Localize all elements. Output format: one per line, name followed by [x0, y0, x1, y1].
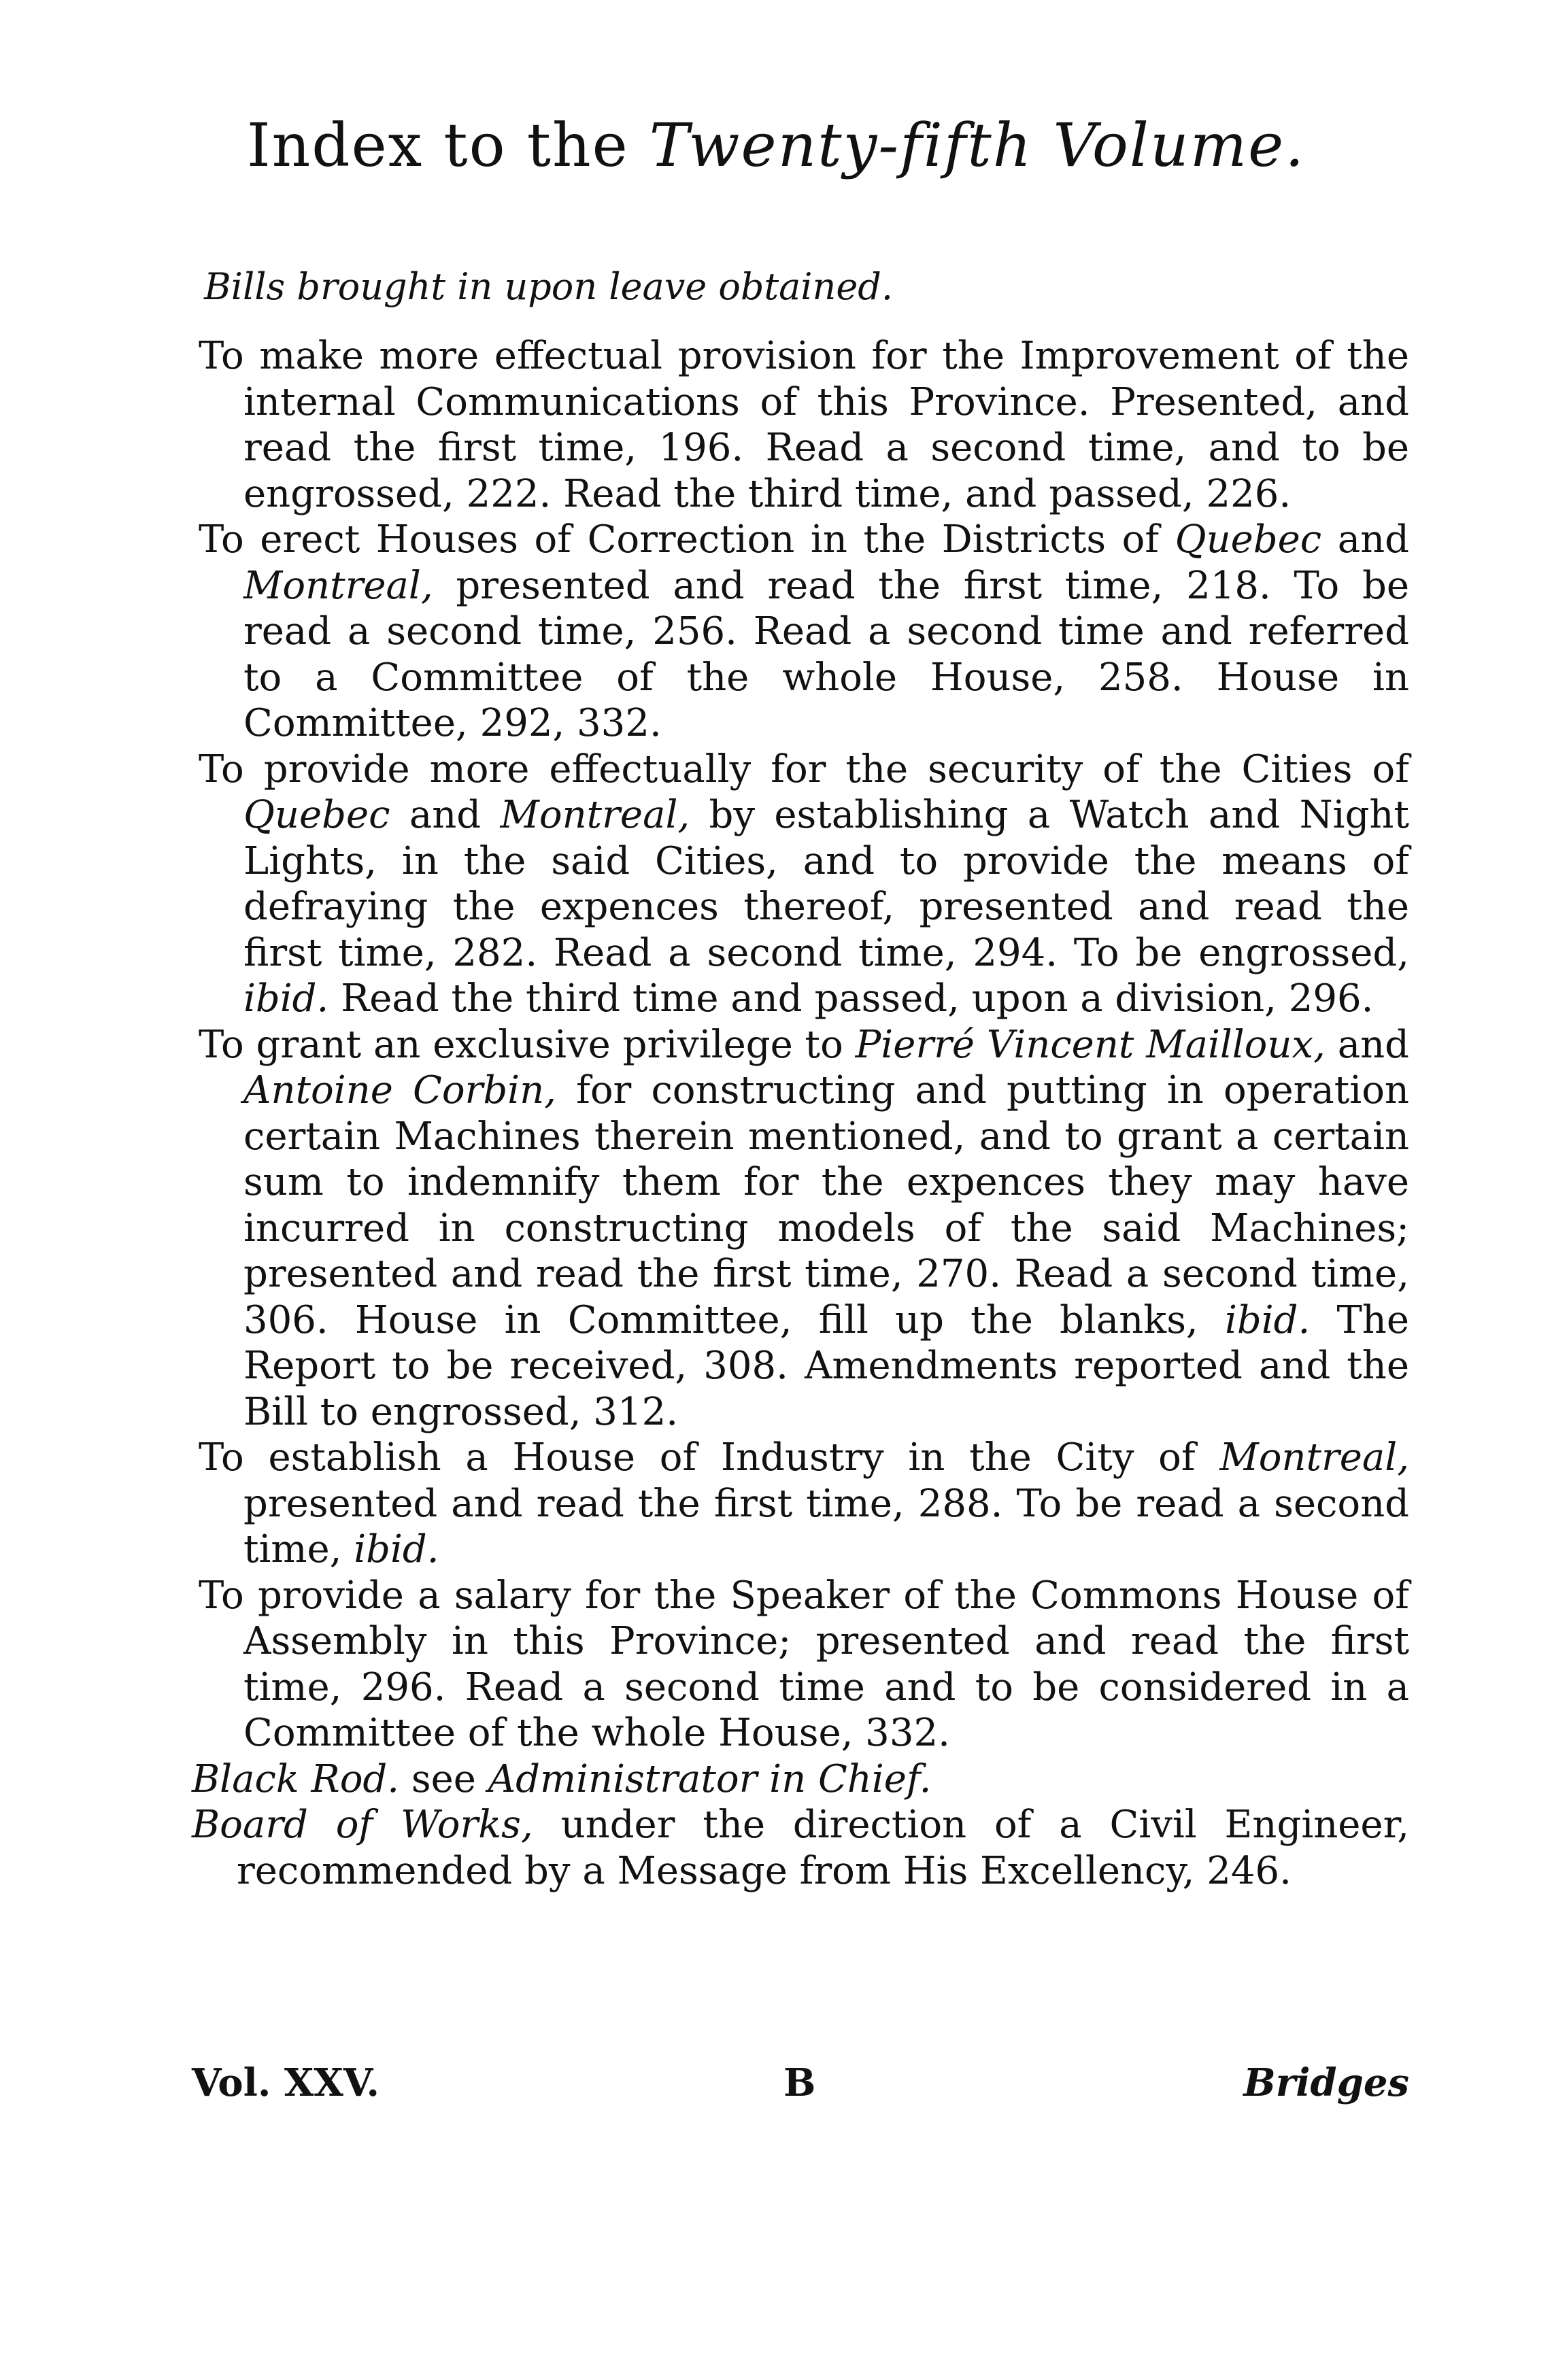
entry-text: To erect Houses of Correction in the Districts of — [199, 517, 1175, 562]
section-heading: Bills brought in upon leave obtained. — [204, 265, 894, 308]
entry-text: under the direction of a Civil Engineer, recommended by a Message from His Excellency, 246. — [237, 1803, 1409, 1893]
bill-entry — [199, 333, 1409, 517]
italic-text: ibid. — [1224, 1297, 1311, 1342]
bill-entry — [199, 747, 1409, 1022]
bill-entry — [199, 1573, 1409, 1756]
italic-text: Montreal, — [243, 563, 433, 608]
entry-text: and — [1321, 517, 1409, 562]
entry-text: by establishing a Watch and Night Lights, in the said Cities, and to provide the means of defraying the expences thereof, presented and read the first time, 282. Read a second time, 294. To be engrossed, — [243, 793, 1409, 975]
page-footer — [192, 2060, 1409, 2115]
italic-text: ibid. — [243, 976, 329, 1021]
italic-text: Quebec — [1175, 517, 1322, 562]
index-entry — [192, 1756, 1409, 1803]
entry-text: and — [1325, 1022, 1410, 1067]
index-entry — [192, 1802, 1409, 1894]
index-body — [192, 333, 1410, 1894]
italic-text: Antoine Corbin, — [243, 1068, 556, 1112]
entry-text: presented and read the first time, 218. To be read a second time, 256. Read a second time and referred to a Committee of the whole House, 258. House in Committee, 292, 332. — [243, 563, 1409, 745]
entry-text: Read the third time and passed, upon a division, 296. — [328, 976, 1374, 1021]
entry-text: and — [390, 793, 501, 837]
bill-entry — [199, 1022, 1409, 1435]
main-entries — [192, 1756, 1409, 1894]
italic-text: Quebec — [243, 793, 390, 837]
title-prefix: Index to the — [246, 110, 650, 180]
catchword: Bridges — [1243, 2060, 1409, 2105]
bill-entry — [199, 1435, 1409, 1573]
italic-text: ibid. — [354, 1527, 439, 1571]
entry-text: To establish a House of Industry in the City of — [199, 1435, 1220, 1480]
bill-entries — [199, 333, 1409, 1756]
italic-text: Board of Works, — [192, 1803, 533, 1847]
volume-number: Vol. XXV. — [192, 2060, 379, 2105]
entry-text: To make more effectual provision for the Improvement of the internal Communications of this Province. Presented, and read the first time, 196. Read a second time, and to be engrossed, 222. Read the third time, and passed, 226. — [199, 334, 1409, 516]
italic-text: Montreal, — [1219, 1435, 1409, 1480]
entry-text: To grant an exclusive privilege to — [199, 1022, 856, 1067]
entry-text: The Report to be received, 308. Amendments reported and the Bill to engrossed, 312. — [243, 1297, 1410, 1434]
entry-text: presented and read the first time, 288. To be read a second time, — [243, 1481, 1409, 1571]
entry-text: see — [399, 1756, 488, 1801]
title-italic: Twenty-fifth Volume. — [649, 110, 1306, 180]
italic-text: Administrator in Chief. — [488, 1756, 932, 1801]
italic-text: Pierré Vincent Mailloux, — [855, 1022, 1326, 1067]
signature-mark: B — [783, 2060, 816, 2105]
italic-text: Montreal, — [500, 793, 690, 837]
italic-text: Black Rod. — [192, 1756, 400, 1801]
bill-entry — [199, 517, 1409, 747]
entry-text: for constructing and putting in operation certain Machines therein mentioned, and to grant a certain sum to indemnify them for the expences they may have incurred in constructing models of the said Machines; presented and read the first time, 270. Read a second time, 306. House in Committee, fill up the blanks, — [243, 1068, 1409, 1342]
page-title — [0, 110, 1552, 180]
entry-text: To provide a salary for the Speaker of the Commons House of Assembly in this Province; presented and read the first time, 296. Read a second time and to be considered in a Committee of the whole House, 332. — [199, 1573, 1409, 1755]
entry-text: To provide more effectually for the security of the Cities of — [199, 747, 1409, 792]
